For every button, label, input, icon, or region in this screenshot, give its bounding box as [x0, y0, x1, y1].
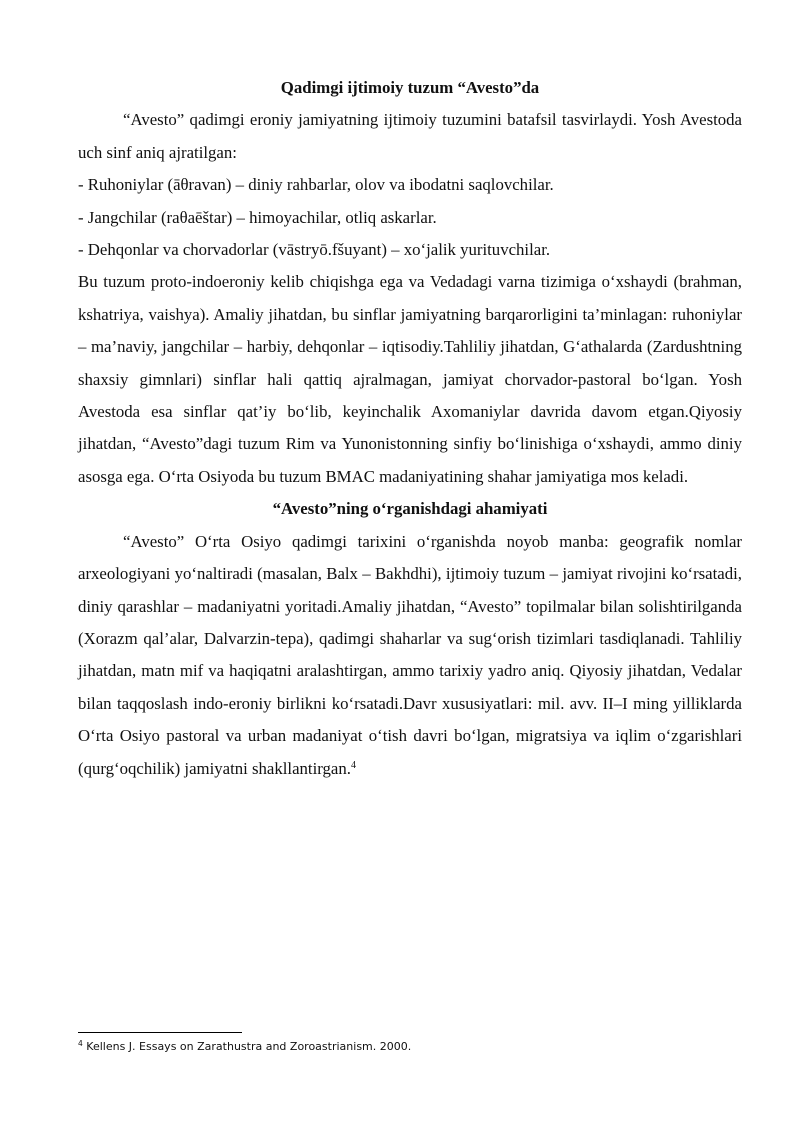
- footnote: [78, 1039, 742, 1055]
- list-item-priests: - Ruhoniylar (āθravan) – diniy rahbarlar, olov va ibodatni saqlovchilar.: [78, 175, 554, 195]
- footnote-number: 4: [78, 1039, 83, 1048]
- section-title-significance: “Avesto”ning o‘rganishdagi ahamiyati: [272, 499, 548, 519]
- body-paragraph-social-structure: Bu tuzum proto-indoeroniy kelib chiqishga ega va Vedadagi varna tizimiga o‘xshaydi (brahman, kshatriya, vaishya). Amaliy jihatdan, bu sinflar jamiyatning barqarorligini ta’minlagan: ruhoniylar – ma’naviy, jangchilar – harbiy, dehqonlar – iqtisodiy.Tahliliy jihatdan, G‘athalarda (Zardushtning shaxsiy gimnlari) sinflar hali qattiq ajralmagan, jamiyat chorvador-pastoral bo‘lgan. Yosh Avestoda esa sinflar qat’iy bo‘lib, keyinchalik Axomaniylar davrida davom etgan.Qiyosiy jihatdan, “Avesto”dagi tuzum Rim va Yunonistonning sinfiy bo‘linishiga o‘xshaydi, ammo diniy asosga ega. O‘rta Osiyoda bu tuzum BMAC madaniyatining shahar jamiyatiga mos keladi.: [78, 272, 742, 486]
- section-title-social-structure: Qadimgi ijtimoiy tuzum “Avesto”da: [280, 78, 540, 97]
- footnote-divider: [78, 1032, 242, 1033]
- footnote-text: Kellens J. Essays on Zarathustra and Zoroastrianism. 2000.: [82, 1040, 412, 1053]
- document-page: [78, 72, 742, 785]
- list-item-farmers: - Dehqonlar va chorvadorlar (vāstryō.fšuyant) – xo‘jalik yurituvchilar.: [78, 240, 551, 260]
- list-item-warriors: - Jangchilar (raθaēštar) – himoyachilar, otliq askarlar.: [78, 207, 437, 227]
- intro-paragraph: “Avesto” qadimgi eroniy jamiyatning ijtimoiy tuzumini batafsil tasvirlaydi. Yosh Avestoda uch sinf aniq ajratilgan:: [78, 110, 742, 162]
- footnote-reference[interactable]: 4: [350, 759, 356, 771]
- body-paragraph-significance: [78, 526, 742, 785]
- significance-text: “Avesto” O‘rta Osiyo qadimgi tarixini o‘rganishda noyob manba: geografik nomlar arxeologiyani yo‘naltiradi (masalan, Balx – Bakhdhi), ijtimoiy tuzum – jamiyat rivojini ko‘rsatadi, diniy qarashlar – madaniyatni yoritadi.Amaliy jihatdan, “Avesto” topilmalar bilan solishtirilganda (Xorazm qal’alar, Dalvarzin-tepa), qadimgi shaharlar va sug‘orish tizimlari tasdiqlanadi. Tahliliy jihatdan, matn mif va haqiqatni aralashtirgan, ammo tarixiy yadro aniq. Qiyosiy jihatdan, Vedalar bilan taqqoslash indo-eroniy birlikni ko‘rsatadi.Davr xususiyatlari: mil. avv. II–I ming yilliklarda O‘rta Osiyo pastoral va urban madaniyat o‘tish davri bo‘lgan, migratsiya va iqlim o‘zgarishlari (qurg‘oqchilik) jamiyatni shakllantirgan.: [78, 531, 742, 778]
